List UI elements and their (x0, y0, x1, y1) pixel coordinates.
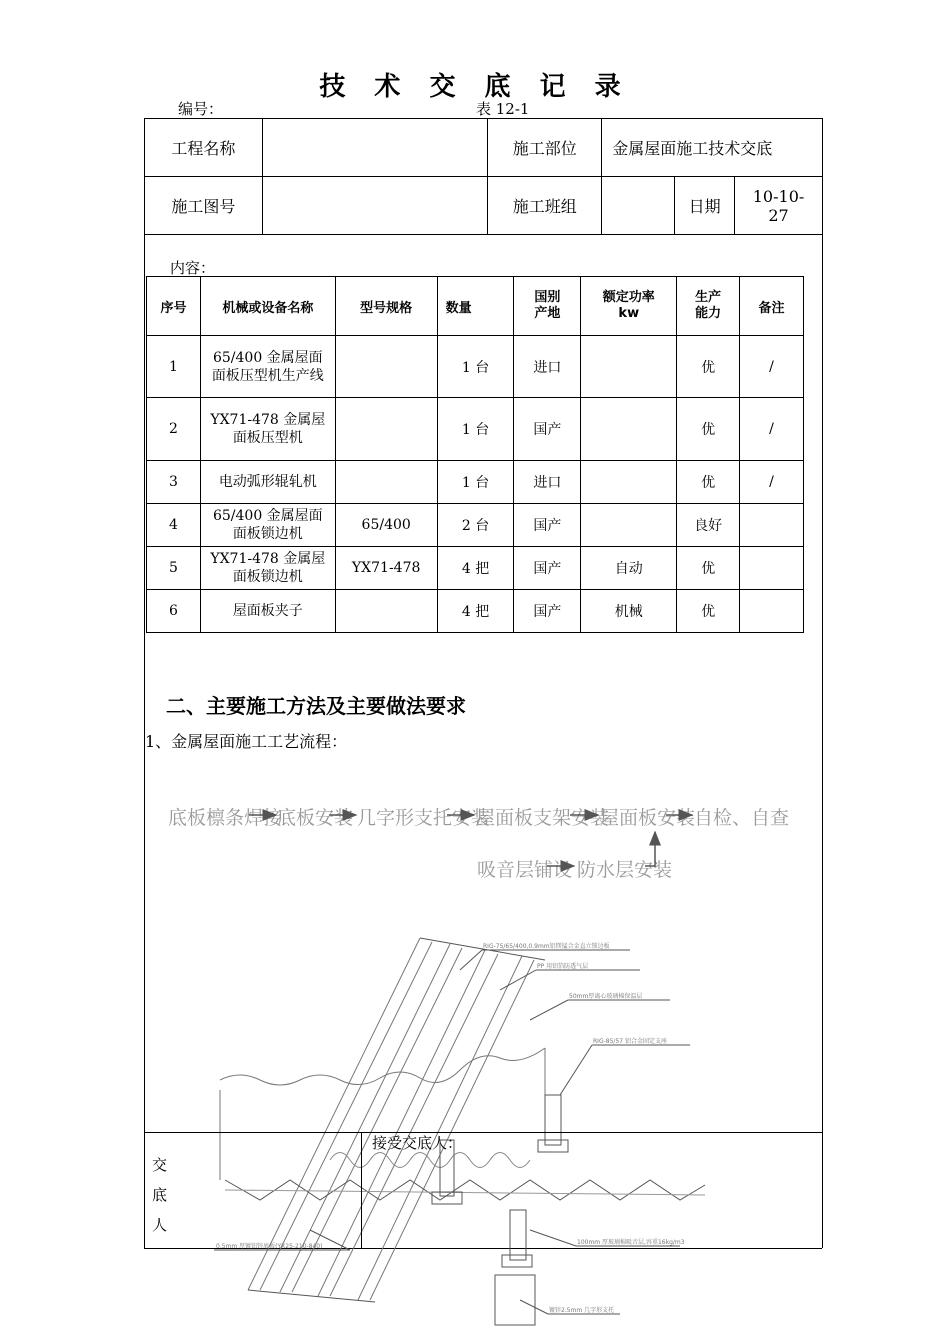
cell-no: 3 (147, 461, 201, 504)
roof-construction-diagram (200, 930, 720, 1330)
flow-step-2: 底板安装 (277, 807, 354, 829)
col-header-remark: 备注 (740, 277, 804, 336)
col-header-capacity: 生产 能力 (677, 277, 740, 336)
cell-origin: 进口 (514, 461, 581, 504)
cell-name: 65/400 金属屋面面板锁边机 (200, 504, 335, 547)
cell-name: 65/400 金属屋面面板压型机生产线 (200, 336, 335, 398)
content-label: 内容： (170, 259, 216, 277)
project-name-label: 工程名称 (145, 119, 263, 177)
col-header-origin: 国别 产地 (514, 277, 581, 336)
flow-step-3: 几字形支托安装 (357, 807, 491, 829)
cell-qty: 1 台 (437, 336, 514, 398)
flow-step-8: 防水层安装 (577, 859, 673, 881)
cell-no: 2 (147, 398, 201, 461)
flow-arrow-7 (645, 832, 655, 866)
cell-no: 6 (147, 590, 201, 633)
diagram-label-3: 50mm厚离心玻璃棉保温层 (569, 993, 643, 1000)
diagram-label-2: PP 用铝箔防透气层 (537, 963, 589, 970)
number-label: 编号： (178, 100, 224, 118)
cell-model: YX71-478 (335, 547, 437, 590)
cell-origin: 国产 (514, 504, 581, 547)
cell-power: 自动 (581, 547, 677, 590)
cell-qty: 4 把 (437, 590, 514, 633)
diagram-label-5: 100mm 厚玻璃棉吸音层,容重16kg/m3 (577, 1239, 685, 1246)
cell-capacity: 优 (677, 547, 740, 590)
col-header-name: 机械或设备名称 (200, 277, 335, 336)
cell-origin: 国产 (514, 398, 581, 461)
cell-power: 机械 (581, 590, 677, 633)
date-label: 日期 (675, 177, 735, 235)
diagram-label-6: 0.5mm 厚镀铝锌底板(YX25-210-840) (216, 1243, 323, 1250)
flow-step-1: 底板檩条焊接 (168, 807, 283, 829)
cell-name: YX71-478 金属屋面板压型机 (200, 398, 335, 461)
receiver-label: 接受交底人： (372, 1134, 463, 1152)
cell-no: 5 (147, 547, 201, 590)
cell-capacity: 优 (677, 590, 740, 633)
cell-name: 电动弧形辊轧机 (200, 461, 335, 504)
col-header-qty: 数量 (437, 277, 514, 336)
flow-step-4: 屋面板支架安装 (476, 807, 610, 829)
signoff-top-line (144, 1132, 822, 1133)
cell-qty: 4 把 (437, 547, 514, 590)
diagram-label-7: 镀锌2.5mm 几字形支托 (549, 1307, 615, 1314)
drawing-label: 施工图号 (145, 177, 263, 235)
cell-remark: / (740, 461, 804, 504)
section-2-item-1: 1、金属屋面施工工艺流程： (145, 732, 348, 751)
cell-remark: / (740, 398, 804, 461)
cell-origin: 国产 (514, 590, 581, 633)
flow-step-6: 自检、自查 (694, 807, 790, 829)
giver-label: 交 底 人 (152, 1156, 168, 1234)
date-value: 10-10-27 (735, 177, 823, 235)
team-label: 施工班组 (488, 177, 602, 235)
cell-qty: 1 台 (437, 398, 514, 461)
cell-remark: / (740, 336, 804, 398)
cell-capacity: 良好 (677, 504, 740, 547)
col-header-model: 型号规格 (335, 277, 437, 336)
section-2-title: 二、主要施工方法及主要做法要求 (166, 694, 466, 718)
location-value: 金属屋面施工技术交底 (602, 119, 823, 177)
cell-name: 屋面板夹子 (200, 590, 335, 633)
diagram-label-1: RIG-75/65/400,0.9mm铝镁锰合金直立锁边板 (483, 943, 610, 950)
location-label: 施工部位 (488, 119, 602, 177)
diagram-label-4: RIG-85/57 铝合金固定支座 (593, 1038, 667, 1045)
cell-name: YX71-478 金属屋面板锁边机 (200, 547, 335, 590)
cell-qty: 1 台 (437, 461, 514, 504)
cell-capacity: 优 (677, 398, 740, 461)
col-header-no: 序号 (147, 277, 201, 336)
cell-capacity: 优 (677, 336, 740, 398)
cell-no: 1 (147, 336, 201, 398)
cell-model: 65/400 (335, 504, 437, 547)
signoff-divider (361, 1132, 362, 1248)
form-number: 表 12-1 (476, 100, 530, 118)
flow-step-7: 吸音层铺设 (477, 859, 573, 881)
cell-origin: 进口 (514, 336, 581, 398)
cell-origin: 国产 (514, 547, 581, 590)
cell-no: 4 (147, 504, 201, 547)
col-header-power: 额定功率 kw (581, 277, 677, 336)
cell-qty: 2 台 (437, 504, 514, 547)
flow-step-5: 屋面板安装 (600, 807, 696, 829)
page-title: 技 术 交 底 记 录 (319, 72, 631, 102)
cell-capacity: 优 (677, 461, 740, 504)
